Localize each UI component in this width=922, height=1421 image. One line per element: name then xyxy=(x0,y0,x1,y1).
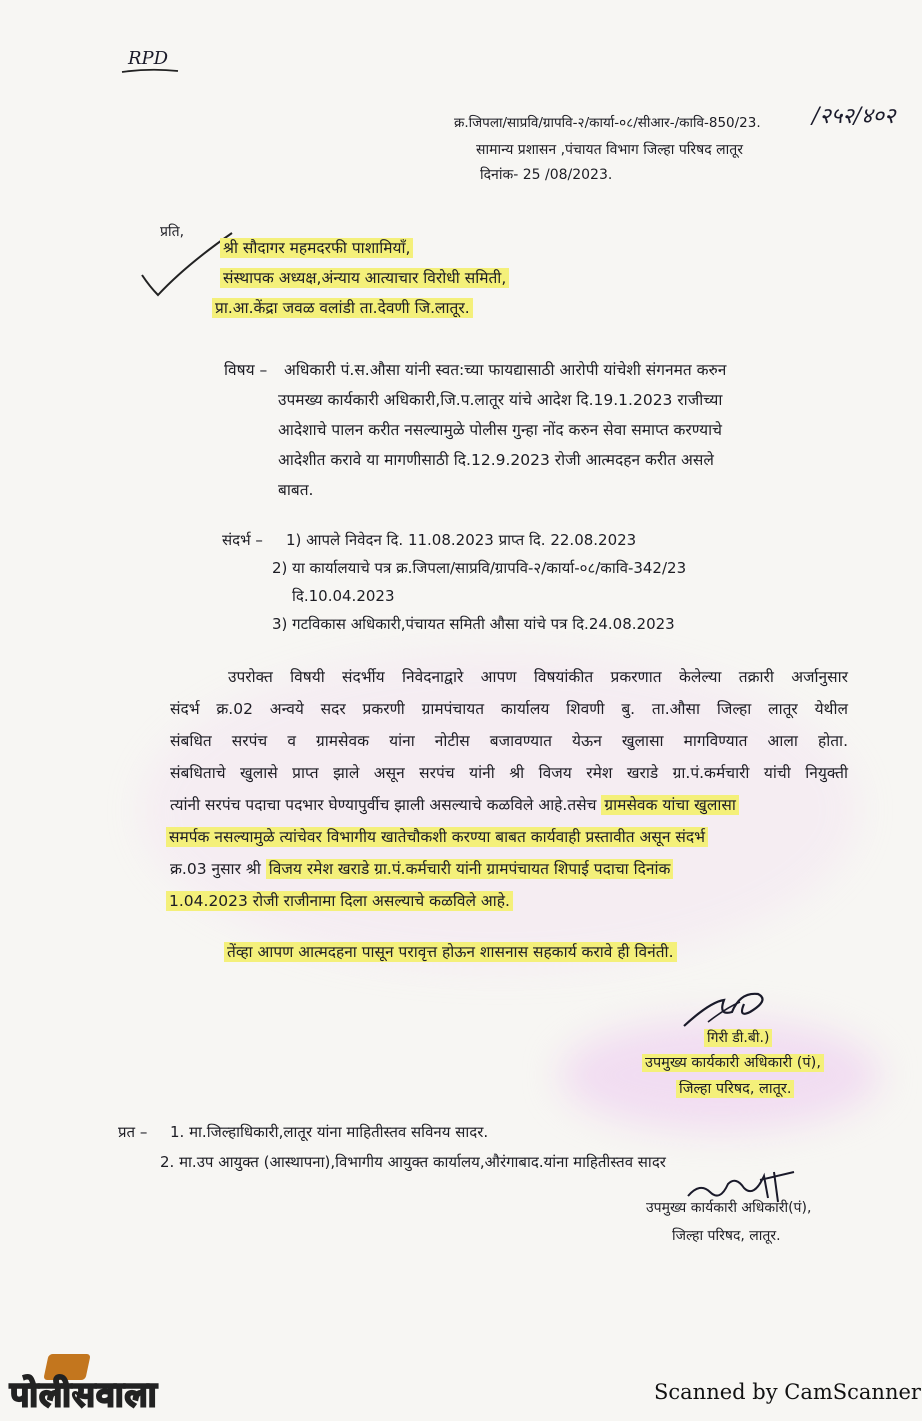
subject-line-4: आदेशीत करावे या मागणीसाठी दि.12.9.2023 रोजी आत्मदहन करीत असले xyxy=(278,451,714,469)
subject-line-3: आदेशाचे पालन करीत नसल्यामुळे पोलीस गुन्हा नोंद करुन सेवा समाप्त करण्याचे xyxy=(278,421,722,439)
body-line-1: उपरोक्त विषयी संदर्भीय निवेदनाद्वारे आपण विषयांकीत प्रकरणात केलेल्या तक्रारी अर्जानुसार xyxy=(228,668,848,686)
body-line-2: संदर्भ क्र.02 अन्वये सदर प्रकरणी ग्रामपंचायत कार्यालय शिवणी बु. ता.औसा जिल्हा लातूर येथील xyxy=(170,700,848,718)
corner-note: RPD xyxy=(128,48,169,69)
recipient-name: श्री सौदागर महमदरफी पाशामियाँ, xyxy=(220,236,413,258)
reference-handwritten: /२५२/४०२ xyxy=(812,104,896,129)
signatory-1-office: जिल्हा परिषद, लातूर. xyxy=(676,1078,794,1098)
signatory-1-designation: उपमुख्य कार्यकारी अधिकारी (पं), xyxy=(642,1052,824,1072)
reference-number: क्र.जिपला/साप्रवि/ग्रापवि-२/कार्या-०८/सीआर-/कावि-850/23. xyxy=(454,115,761,131)
reference-item-3: 3) गटविकास अधिकारी,पंचायत समिती औसा यांचे पत्र दि.24.08.2023 xyxy=(272,615,675,633)
signature-1 xyxy=(680,982,776,1034)
recipient-address: प्रा.आ.केंद्रा जवळ वलांडी ता.देवणी जि.लातूर. xyxy=(212,296,473,318)
subject-line-5: बाबत. xyxy=(278,481,314,499)
reference-item-2: 2) या कार्यालयाचे पत्र क्र.जिपला/साप्रवि/ग्रापवि-२/कार्या-०८/कावि-342/23 xyxy=(272,559,687,577)
subject-line-2: उपमख्य कार्यकारी अधिकारी,जि.प.लातूर यांचे आदेश दि.19.1.2023 राजीच्या xyxy=(278,391,723,409)
corner-note-underline xyxy=(120,66,180,76)
copy-item-1: 1. मा.जिल्हाधिकारी,लातूर यांना माहितीस्तव सविनय सादर. xyxy=(170,1123,489,1141)
office-name: सामान्य प्रशासन ,पंचायत विभाग जिल्हा परिषद लातूर xyxy=(476,142,743,158)
body-line-8: 1.04.2023 रोजी राजीनामा दिला असल्याचे कळविले आहे. xyxy=(166,889,513,911)
reference-item-2-date: दि.10.04.2023 xyxy=(292,587,395,605)
subject-line-1: अधिकारी पं.स.औसा यांनी स्वत:च्या फायद्यासाठी आरोपी यांचेशी संगनमत करुन xyxy=(284,361,727,379)
body-line-6: समर्पक नसल्यामुळे त्यांचेवर विभागीय खातेचौकशी करण्या बाबत कार्यवाही प्रस्तावीत असून संदर्भ xyxy=(166,825,708,847)
signatory-2-designation: उपमुख्य कार्यकारी अधिकारी(पं), xyxy=(646,1200,812,1216)
recipient-designation: संस्थापक अध्यक्ष,अंन्याय आत्याचार विरोधी समिती, xyxy=(220,266,509,288)
references-label: संदर्भ – xyxy=(222,531,263,549)
body-line-7: क्र.03 नुसार श्री विजय रमेश खराडे ग्रा.पं.कर्मचारी यांनी ग्रामपंचायत शिपाई पदाचा दिनांक xyxy=(170,857,673,879)
signatory-1-name: गिरी डी.बी.) xyxy=(704,1028,772,1047)
signatory-2-office: जिल्हा परिषद, लातूर. xyxy=(672,1228,781,1244)
reference-item-1: 1) आपले निवेदन दि. 11.08.2023 प्राप्त दि. 22.08.2023 xyxy=(286,531,637,549)
request-line: तेंव्हा आपण आत्मदहना पासून परावृत्त होऊन शासनास सहकार्य करावे ही विनंती. xyxy=(224,940,677,962)
letter-date: दिनांक- 25 /08/2023. xyxy=(480,167,613,183)
body-line-3: संबधित सरपंच व ग्रामसेवक यांना नोटीस बजावण्यात येऊन खुलासा मागविण्यात आला होता. xyxy=(170,732,848,750)
subject-label: विषय – xyxy=(224,361,268,379)
copy-label: प्रत – xyxy=(118,1123,148,1141)
brand-logo: पोलीसवाला xyxy=(10,1375,158,1415)
recipient-label: प्रति, xyxy=(160,224,185,240)
scanner-watermark: Scanned by CamScanner xyxy=(654,1380,921,1404)
body-line-5: त्यांनी सरपंच पदाचा पदभार घेण्यापुर्वीच झाली असल्याचे कळविले आहे.तसेच ग्रामसेवक यांचा खुलासा xyxy=(170,793,739,815)
copy-item-2: 2. मा.उप आयुक्त (आस्थापना),विभागीय आयुक्त कार्यालय,औरंगाबाद.यांना माहितीस्तव सादर xyxy=(160,1153,666,1171)
body-line-4: संबधिताचे खुलासे प्राप्त झाले असून सरपंच यांनी श्री विजय रमेश खराडे ग्रा.पं.कर्मचारी यांची नियुक्ती xyxy=(170,764,848,782)
